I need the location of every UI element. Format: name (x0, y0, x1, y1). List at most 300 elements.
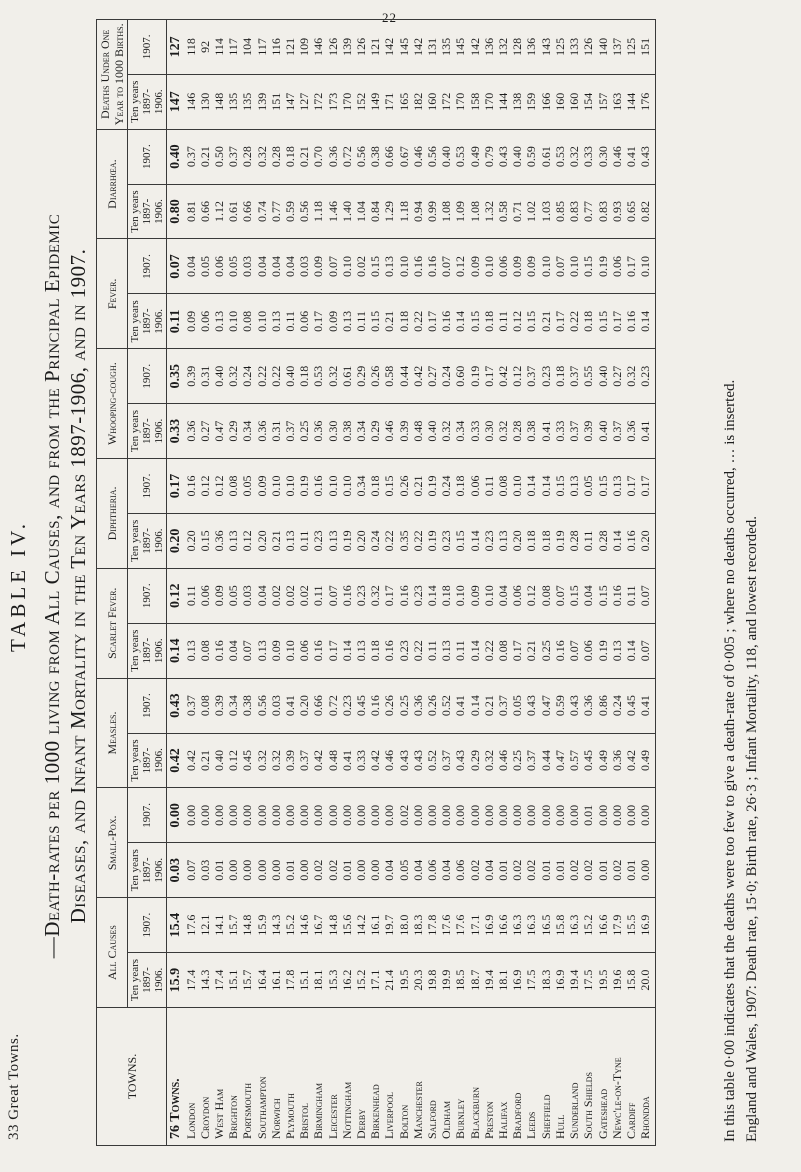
rate-cell: 0.07 (240, 623, 254, 678)
rate-cell: 0.32 (567, 129, 581, 184)
rate-cell: 128 (510, 19, 524, 74)
rate-cell: 0.32 (496, 404, 510, 459)
rate-cell: 0.18 (581, 294, 595, 349)
rate-cell: 0.83 (567, 184, 581, 239)
rate-cell: 0.16 (382, 623, 396, 678)
town-name-cell: Leeds (524, 1008, 538, 1146)
rate-cell: 0.13 (610, 623, 624, 678)
rate-cell: 0.41 (539, 404, 553, 459)
column-subheader-row (128, 19, 167, 1145)
rate-cell: 0.12 (167, 568, 184, 623)
rate-cell: 17.6 (439, 898, 453, 953)
rate-cell: 0.13 (340, 294, 354, 349)
rate-cell: 0.49 (468, 129, 482, 184)
rate-cell: 145 (397, 19, 411, 74)
rate-cell: 0.05 (581, 459, 595, 514)
rate-cell: 127 (167, 19, 184, 74)
rate-cell: 0.30 (596, 129, 610, 184)
rate-cell: 139 (340, 19, 354, 74)
rate-cell: 0.07 (326, 239, 340, 294)
rate-cell: 0.31 (269, 404, 283, 459)
rate-cell: 0.41 (340, 733, 354, 788)
rate-cell: 0.58 (496, 184, 510, 239)
rate-cell: 18.3 (411, 898, 425, 953)
rate-cell: 0.21 (482, 678, 496, 733)
rate-cell: 0.82 (638, 184, 656, 239)
rate-cell: 0.10 (255, 294, 269, 349)
rate-cell: 0.22 (382, 513, 396, 568)
rate-cell: 0.11 (283, 294, 297, 349)
rate-cell: 0.00 (596, 788, 610, 843)
rate-cell: 14.3 (198, 953, 212, 1008)
rate-cell: 15.9 (255, 898, 269, 953)
town-name-cell: Rhondda (638, 1008, 656, 1146)
rate-cell: 0.59 (524, 129, 538, 184)
rate-cell: 0.09 (255, 459, 269, 514)
rate-cell: 0.32 (226, 349, 240, 404)
rate-cell: 16.2 (340, 953, 354, 1008)
rate-cell: 15.2 (581, 898, 595, 953)
rate-cell: 0.70 (311, 129, 325, 184)
rate-cell: 0.46 (382, 733, 396, 788)
town-name-cell: Sunderland (567, 1008, 581, 1146)
subheader-1907: 1907. (128, 568, 167, 623)
rate-cell: 0.03 (240, 239, 254, 294)
subheader-ten-years: Ten years 1897-1906. (128, 294, 167, 349)
rate-cell: 0.32 (368, 568, 382, 623)
page-number: 22 (382, 10, 397, 25)
rate-cell: 0.19 (340, 513, 354, 568)
rate-cell: 0.17 (382, 568, 396, 623)
rate-cell: 0.61 (340, 349, 354, 404)
rate-cell: 0.03 (269, 678, 283, 733)
rate-cell: 14.1 (212, 898, 226, 953)
rate-cell: 16.1 (269, 953, 283, 1008)
rate-cell: 0.71 (510, 184, 524, 239)
rate-cell: 0.29 (354, 349, 368, 404)
rate-cell: 15.1 (226, 953, 240, 1008)
rate-cell: 172 (311, 74, 325, 129)
rate-cell: 0.00 (411, 788, 425, 843)
rate-cell: 0.37 (184, 129, 198, 184)
town-name-cell: Hull (553, 1008, 567, 1146)
rate-cell: 0.28 (269, 129, 283, 184)
rate-cell: 0.80 (167, 184, 184, 239)
rate-cell: 15.7 (226, 898, 240, 953)
rate-cell: 0.06 (198, 294, 212, 349)
rate-cell: 0.38 (368, 129, 382, 184)
rate-cell: 0.04 (439, 843, 453, 898)
header-fever: Fever. (97, 239, 128, 349)
rate-cell: 0.02 (297, 568, 311, 623)
rate-cell: 0.35 (167, 349, 184, 404)
rate-cell: 0.33 (354, 733, 368, 788)
rate-cell: 0.16 (425, 239, 439, 294)
rate-cell: 0.33 (167, 404, 184, 459)
table-row (524, 19, 538, 1145)
rate-cell: 0.56 (354, 129, 368, 184)
town-name-cell: Southampton (255, 1008, 269, 1146)
rate-cell: 170 (340, 74, 354, 129)
rate-cell: 0.16 (311, 459, 325, 514)
rate-cell: 0.39 (283, 733, 297, 788)
rate-cell: 0.44 (539, 733, 553, 788)
rate-cell: 0.46 (610, 129, 624, 184)
rate-cell: 0.07 (439, 239, 453, 294)
rate-cell: 0.00 (638, 843, 656, 898)
rate-cell: 0.02 (283, 568, 297, 623)
rate-cell: 145 (453, 19, 467, 74)
rate-cell: 0.23 (311, 513, 325, 568)
rate-cell: 0.34 (453, 404, 467, 459)
rate-cell: 0.23 (354, 568, 368, 623)
rate-cell: 1.04 (354, 184, 368, 239)
rate-cell: 0.10 (510, 459, 524, 514)
rate-cell: 0.30 (326, 404, 340, 459)
rate-cell: 0.01 (581, 788, 595, 843)
rate-cell: 0.13 (382, 239, 396, 294)
rate-cell: 0.53 (553, 129, 567, 184)
rate-cell: 0.25 (397, 678, 411, 733)
rate-cell: 18.5 (453, 953, 467, 1008)
rate-cell: 0.11 (581, 513, 595, 568)
rate-cell: 0.38 (340, 404, 354, 459)
table-row (354, 19, 368, 1145)
rate-cell: 0.33 (581, 129, 595, 184)
rate-cell: 0.56 (297, 184, 311, 239)
table-row (596, 19, 610, 1145)
town-name-cell: Burnley (453, 1008, 467, 1146)
rate-cell: 14.8 (326, 898, 340, 953)
rate-cell: 0.06 (453, 843, 467, 898)
rate-cell: 0.15 (368, 239, 382, 294)
rate-cell: 0.45 (581, 733, 595, 788)
rate-cell: 16.6 (496, 898, 510, 953)
rate-cell: 0.21 (269, 513, 283, 568)
rate-cell: 0.85 (553, 184, 567, 239)
rate-cell: 0.66 (382, 129, 396, 184)
rate-cell: 0.12 (212, 459, 226, 514)
rate-cell: 92 (198, 19, 212, 74)
table-row (368, 19, 382, 1145)
rate-cell: 17.5 (524, 953, 538, 1008)
town-name-cell: Derby (354, 1008, 368, 1146)
rate-cell: 0.32 (482, 733, 496, 788)
rate-cell: 0.61 (539, 129, 553, 184)
rate-cell: 16.9 (638, 898, 656, 953)
rate-cell: 0.17 (425, 294, 439, 349)
rate-cell: 0.56 (255, 678, 269, 733)
rate-cell: 0.00 (382, 788, 396, 843)
rate-cell: 0.06 (297, 294, 311, 349)
subheader-1907: 1907. (128, 678, 167, 733)
rate-cell: 126 (581, 19, 595, 74)
header-measles: Measles. (97, 678, 128, 788)
rate-cell: 0.06 (198, 568, 212, 623)
rate-cell: 1.03 (539, 184, 553, 239)
town-name-cell: Plymouth (283, 1008, 297, 1146)
rate-cell: 0.13 (496, 513, 510, 568)
rate-cell: 0.14 (468, 623, 482, 678)
death-rates-table (96, 19, 656, 1146)
rate-cell: 0.25 (539, 623, 553, 678)
rate-cell: 0.77 (269, 184, 283, 239)
rate-cell: 0.36 (255, 404, 269, 459)
rate-cell: 0.43 (453, 733, 467, 788)
rate-cell: 0.05 (226, 568, 240, 623)
rate-cell: 117 (255, 19, 269, 74)
town-name-cell: Blackburn (468, 1008, 482, 1146)
rate-cell: 0.09 (468, 239, 482, 294)
rate-cell: 0.16 (340, 568, 354, 623)
rate-cell: 17.1 (368, 953, 382, 1008)
rate-cell: 1.02 (524, 184, 538, 239)
rate-cell: 0.45 (354, 678, 368, 733)
rate-cell: 15.2 (354, 953, 368, 1008)
rate-cell: 0.08 (240, 294, 254, 349)
rate-cell: 0.08 (496, 459, 510, 514)
table-row (283, 19, 297, 1145)
rate-cell: 127 (297, 74, 311, 129)
rate-cell: 0.00 (167, 788, 184, 843)
rate-cell: 132 (496, 19, 510, 74)
rate-cell: 18.3 (539, 953, 553, 1008)
rate-cell: 0.37 (610, 404, 624, 459)
rate-cell: 14.6 (297, 898, 311, 953)
rate-cell: 0.28 (240, 129, 254, 184)
rate-cell: 0.59 (553, 678, 567, 733)
rate-cell: 136 (524, 19, 538, 74)
rate-cell: 0.29 (368, 404, 382, 459)
rate-cell: 0.22 (411, 294, 425, 349)
subheader-ten-years: Ten years 1897-1906. (128, 733, 167, 788)
rate-cell: 0.84 (368, 184, 382, 239)
rate-cell: 0.27 (198, 404, 212, 459)
rate-cell: 0.66 (311, 678, 325, 733)
subheader-ten-years: Ten years 1897-1906. (128, 843, 167, 898)
rate-cell: 138 (510, 74, 524, 129)
rate-cell: 0.14 (167, 623, 184, 678)
table-row (411, 19, 425, 1145)
rate-cell: 0.07 (553, 239, 567, 294)
rate-cell: 0.48 (411, 404, 425, 459)
rate-cell: 0.18 (283, 129, 297, 184)
rate-cell: 0.41 (283, 678, 297, 733)
rate-cell: 182 (411, 74, 425, 129)
rate-cell: 0.08 (198, 623, 212, 678)
rate-cell: 0.42 (167, 733, 184, 788)
rate-cell: 154 (581, 74, 595, 129)
table-row (638, 19, 656, 1145)
rate-cell: 0.65 (624, 184, 638, 239)
rate-cell: 0.00 (425, 788, 439, 843)
rate-cell: 0.00 (226, 788, 240, 843)
rate-cell: 0.04 (496, 568, 510, 623)
rate-cell: 0.46 (382, 404, 396, 459)
rate-cell: 0.14 (638, 294, 656, 349)
rate-cell: 0.21 (382, 294, 396, 349)
rate-cell: 0.26 (382, 678, 396, 733)
rate-cell: 0.23 (340, 678, 354, 733)
rate-cell: 0.39 (212, 678, 226, 733)
rate-cell: 0.07 (638, 568, 656, 623)
table-label: TABLE IV. (6, 520, 30, 652)
rate-cell: 0.77 (581, 184, 595, 239)
rate-cell: 0.07 (567, 623, 581, 678)
rate-cell: 146 (311, 19, 325, 74)
rate-cell: 131 (425, 19, 439, 74)
rate-cell: 0.03 (297, 239, 311, 294)
rate-cell: 0.00 (524, 788, 538, 843)
rate-cell: 0.48 (326, 733, 340, 788)
subheader-1907: 1907. (128, 349, 167, 404)
rate-cell: 0.19 (468, 349, 482, 404)
rate-cell: 0.43 (567, 678, 581, 733)
rate-cell: 0.37 (524, 733, 538, 788)
rate-cell: 0.23 (638, 349, 656, 404)
rate-cell: 160 (553, 74, 567, 129)
rate-cell: 0.05 (198, 239, 212, 294)
rate-cell: 16.5 (539, 898, 553, 953)
rate-cell: 0.09 (510, 239, 524, 294)
rate-cell: 0.01 (539, 843, 553, 898)
rate-cell: 0.06 (297, 623, 311, 678)
rate-cell: 0.08 (198, 678, 212, 733)
table-row (482, 19, 496, 1145)
rate-cell: 144 (496, 74, 510, 129)
rate-cell: 0.02 (269, 568, 283, 623)
rate-cell: 0.13 (212, 294, 226, 349)
rate-cell: 0.47 (539, 678, 553, 733)
rate-cell: 0.02 (397, 788, 411, 843)
rate-cell: 0.40 (167, 129, 184, 184)
rate-cell: 0.10 (482, 239, 496, 294)
rate-cell: 0.04 (255, 239, 269, 294)
table-row (397, 19, 411, 1145)
rate-cell: 0.02 (581, 843, 595, 898)
rate-cell: 0.19 (297, 459, 311, 514)
rate-cell: 0.40 (510, 129, 524, 184)
rate-cell: 1.46 (326, 184, 340, 239)
rate-cell: 0.57 (567, 733, 581, 788)
rate-cell: 0.37 (567, 349, 581, 404)
rate-cell: 0.13 (269, 294, 283, 349)
rate-cell: 0.72 (326, 678, 340, 733)
rate-cell: 0.09 (468, 568, 482, 623)
rate-cell: 118 (184, 19, 198, 74)
rate-cell: 126 (326, 19, 340, 74)
rate-cell: 15.8 (624, 953, 638, 1008)
rate-cell: 0.10 (283, 459, 297, 514)
rate-cell: 18.1 (496, 953, 510, 1008)
header-small-pox: Small-Pox. (97, 788, 128, 898)
rate-cell: 0.12 (226, 733, 240, 788)
rate-cell: 0.24 (439, 349, 453, 404)
rate-cell: 0.11 (311, 568, 325, 623)
rate-cell: 139 (255, 74, 269, 129)
town-name-cell: Oldham (439, 1008, 453, 1146)
rate-cell: 0.18 (482, 294, 496, 349)
rate-cell: 0.12 (453, 239, 467, 294)
town-name-cell: Preston (482, 1008, 496, 1146)
rate-cell: 0.24 (610, 678, 624, 733)
rate-cell: 0.16 (610, 568, 624, 623)
rate-cell: 0.42 (624, 733, 638, 788)
rate-cell: 135 (226, 74, 240, 129)
rate-cell: 0.02 (510, 843, 524, 898)
rate-cell: 17.6 (453, 898, 467, 953)
running-header: 33 Great Towns. (6, 1033, 22, 1140)
rate-cell: 0.43 (496, 129, 510, 184)
subheader-ten-years: Ten years 1897-1906. (128, 623, 167, 678)
rate-cell: 121 (283, 19, 297, 74)
rate-cell: 0.07 (167, 239, 184, 294)
rate-cell: 0.00 (340, 788, 354, 843)
town-name-cell: Bolton (397, 1008, 411, 1146)
rate-cell: 170 (453, 74, 467, 129)
rate-cell: 163 (610, 74, 624, 129)
rate-cell: 0.00 (496, 788, 510, 843)
rate-cell: 0.17 (482, 349, 496, 404)
rate-cell: 0.61 (226, 184, 240, 239)
rate-cell: 15.4 (167, 898, 184, 953)
rate-cell: 0.23 (439, 513, 453, 568)
rate-cell: 147 (167, 74, 184, 129)
rate-cell: 0.23 (411, 568, 425, 623)
rate-cell: 19.8 (425, 953, 439, 1008)
town-name-cell: Halifax (496, 1008, 510, 1146)
table-row (425, 19, 439, 1145)
rate-cell: 0.18 (453, 459, 467, 514)
rate-cell: 0.74 (255, 184, 269, 239)
rate-cell: 17.8 (283, 953, 297, 1008)
rate-cell: 0.59 (283, 184, 297, 239)
rate-cell: 0.13 (439, 623, 453, 678)
rate-cell: 0.01 (283, 843, 297, 898)
rate-cell: 0.00 (553, 788, 567, 843)
rate-cell: 17.6 (184, 898, 198, 953)
rate-cell: 0.40 (212, 349, 226, 404)
town-name-cell: London (184, 1008, 198, 1146)
table-row (255, 19, 269, 1145)
rate-cell: 0.11 (297, 513, 311, 568)
rate-cell: 0.26 (425, 678, 439, 733)
rate-cell: 12.1 (198, 898, 212, 953)
rate-cell: 20.0 (638, 953, 656, 1008)
rate-cell: 0.01 (596, 843, 610, 898)
rate-cell: 0.52 (439, 678, 453, 733)
rate-cell: 125 (624, 19, 638, 74)
table-row (610, 19, 624, 1145)
rate-cell: 0.00 (453, 788, 467, 843)
rate-cell: 116 (269, 19, 283, 74)
rate-cell: 0.14 (624, 623, 638, 678)
town-name-cell: Portsmouth (240, 1008, 254, 1146)
rate-cell: 0.15 (382, 459, 396, 514)
rate-cell: 0.28 (510, 404, 524, 459)
table-title-line2: Diseases, and Infant Mortality in the Ten Years 1897-1906, and in 1907. (66, 248, 90, 924)
rate-cell: 0.13 (226, 513, 240, 568)
rate-cell: 144 (624, 74, 638, 129)
rate-cell: 0.15 (581, 239, 595, 294)
rate-cell: 19.6 (610, 953, 624, 1008)
rate-cell: 0.40 (596, 349, 610, 404)
rate-cell: 0.17 (624, 239, 638, 294)
rate-cell: 0.11 (184, 568, 198, 623)
rate-cell: 0.09 (184, 294, 198, 349)
rate-cell: 0.15 (553, 459, 567, 514)
rate-cell: 0.20 (297, 678, 311, 733)
